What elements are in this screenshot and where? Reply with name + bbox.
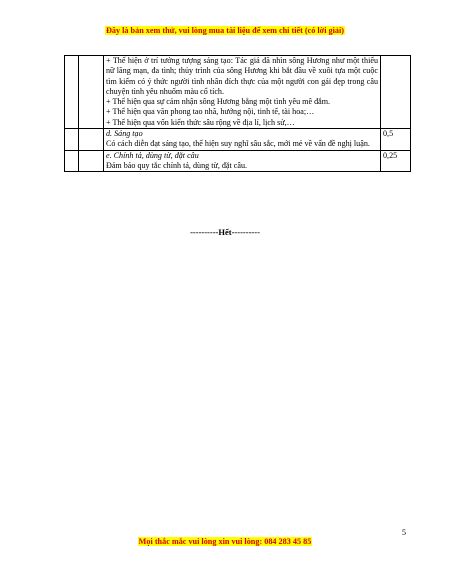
empty-cell-section xyxy=(79,150,104,172)
empty-cell-section xyxy=(79,56,104,129)
criteria-paragraph: Có cách diễn đạt sáng tạo, thể hiện suy nghĩ sâu sắc, mới mẻ về vấn đề nghị luận. xyxy=(106,139,370,149)
table-row xyxy=(65,150,411,172)
criteria-content-cell xyxy=(104,56,381,129)
criteria-paragraph: + Thể hiện ở trí tưởng tượng sáng tạo: Tác giả đã nhìn sông Hương như một thiếu nữ lãng mạn, đa tình; thủy trình của sông Hương khi bắt đầu về xuôi tựa một cuộc tìm kiếm có ý thức người tình nhân đích thực của một người con gái đẹp trong câu chuyện tình yêu nhuốm màu cổ tích. xyxy=(106,56,378,96)
criteria-title: e. Chính tả, dùng từ, đặt câu xyxy=(106,150,199,160)
score-cell: 0,25 xyxy=(381,150,411,172)
criteria-content-cell xyxy=(104,150,381,172)
criteria-title: d. Sáng tạo xyxy=(106,129,143,139)
criteria-paragraph: + Thể hiện qua sự cảm nhận sông Hương bằng một tình yêu mê đắm. xyxy=(106,97,331,107)
preview-notice-header xyxy=(0,26,450,35)
table-row xyxy=(65,129,411,151)
contact-notice-footer xyxy=(0,537,450,546)
grading-table xyxy=(64,55,411,172)
score-cell: 0,5 xyxy=(381,129,411,151)
end-of-document-mark: ----------Hết---------- xyxy=(190,227,260,237)
criteria-paragraph: Đảm bảo quy tắc chính tả, dùng từ, đặt câu. xyxy=(106,160,248,170)
empty-cell-number xyxy=(65,56,79,129)
criteria-content-cell xyxy=(104,129,381,151)
empty-cell-number xyxy=(65,129,79,151)
contact-notice-text: Mọi thắc mắc vui lòng xin vui lòng: 084 283 45 85 xyxy=(138,537,312,546)
score-cell xyxy=(381,56,411,129)
table-row xyxy=(65,56,411,129)
preview-notice-text: Đây là bản xem thử, vui lòng mua tài liệu để xem chi tiết (có lời giải) xyxy=(105,26,344,35)
page-number: 5 xyxy=(402,528,406,537)
criteria-paragraph: + Thể hiện qua văn phong tao nhã, hướng nội, tinh tế, tài hoa;… xyxy=(106,107,315,117)
empty-cell-number xyxy=(65,150,79,172)
empty-cell-section xyxy=(79,129,104,151)
criteria-paragraph: + Thể hiện qua vốn kiến thức sâu rộng về địa lí, lịch sử,… xyxy=(106,117,295,127)
